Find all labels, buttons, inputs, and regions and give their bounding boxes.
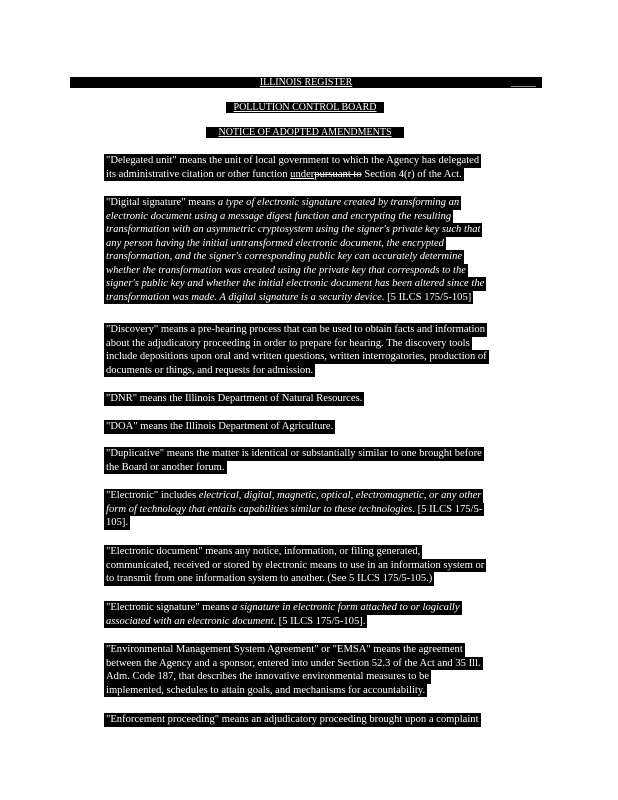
text-line: [104, 264, 468, 278]
text-segment: "Electronic signature" means: [106, 602, 233, 613]
text-line: [104, 223, 482, 237]
text-line: [104, 643, 465, 657]
text-segment: transformation, and the signer's corresponding public key can accurately determine: [106, 251, 463, 262]
text-segment: its administrative citation or other function: [106, 168, 291, 180]
text-line: [104, 559, 486, 573]
text-segment: between the Agency and a sponsor, entered into under Section 52.3 of the Act and 35 Ill.: [106, 657, 481, 669]
text-line: [104, 196, 461, 210]
text-line: [104, 713, 481, 727]
text-line: [104, 323, 487, 337]
text-line: [104, 350, 489, 364]
text-segment: . [5 ILCS 175/5-: [412, 503, 483, 515]
definition-delegated-unit: [104, 154, 481, 181]
text-line: [104, 237, 446, 251]
text-segment: communicated, received or stored by electronic means to use in an information system or: [106, 559, 485, 571]
text-segment: "Electronic" includes: [106, 490, 199, 501]
text-line: [104, 670, 431, 684]
text-segment: transformation was made. A digital signature is a security device.: [106, 291, 385, 303]
text-segment: transformation with an asymmetric cryptosystem using the signer's private key such that: [106, 224, 481, 235]
text-line: [104, 503, 484, 517]
text-line: [104, 250, 464, 264]
text-segment: documents or things, and requests for admission.: [106, 364, 314, 376]
text-line: [104, 420, 335, 434]
text-line: [104, 684, 427, 698]
text-segment: 105].: [106, 517, 129, 528]
text-line: [104, 364, 315, 378]
text-segment: "DNR" means the Illinois Department of Natural Resources.: [106, 393, 363, 404]
definition-emsa: [104, 643, 483, 697]
text-segment: "DOA" means the Illinois Department of Agriculture.: [106, 421, 334, 432]
text-line: [104, 210, 453, 224]
definition-digital-signature: [104, 196, 486, 304]
text-segment: associated with an electronic document: [106, 615, 274, 627]
text-segment: whether the transformation was created using the private key that corresponds to the: [106, 264, 466, 276]
text-segment: include depositions upon oral and written questions, written interrogatories, production of: [106, 351, 487, 362]
text-line: [104, 516, 130, 530]
text-segment: "Duplicative" means the matter is identical or substantially similar to one brought before: [106, 448, 482, 459]
text-segment: pursuant to: [314, 168, 362, 180]
definition-electronic: [104, 489, 484, 530]
text-segment: Adm. Code 187, that describes the innovative environmental measures to be: [106, 671, 430, 682]
text-line: [104, 337, 472, 351]
text-line: [104, 168, 464, 182]
text-segment: "Digital signature" means: [106, 197, 218, 208]
board-title: [226, 102, 384, 113]
text-segment: "Delegated unit" means the unit of local government to which the Agency has delegated: [106, 155, 480, 166]
board-title-text: POLLUTION CONTROL BOARD: [233, 102, 377, 113]
text-segment: under: [290, 168, 315, 180]
text-segment: any person having the initial untransformed electronic document, the encrypted: [106, 237, 444, 249]
text-segment: Section 4(r) of the Act.: [361, 168, 462, 180]
notice-title-text: NOTICE OF ADOPTED AMENDMENTS: [218, 127, 392, 138]
definition-discovery: [104, 323, 489, 377]
text-line: [104, 277, 486, 291]
text-line: [104, 572, 434, 586]
text-segment: [5 ILCS 175/5-105]: [384, 291, 472, 303]
definition-enforcement-proceeding: [104, 713, 481, 727]
text-segment: "Environmental Management System Agreement" or "EMSA" means the agreement: [106, 644, 463, 655]
text-segment: form of technology that entails capabilities similar to these technologies: [106, 503, 413, 515]
text-line: [104, 657, 483, 671]
text-line: [104, 392, 364, 406]
definition-electronic-signature: [104, 601, 462, 628]
text-line: [104, 461, 227, 475]
text-line: [104, 447, 484, 461]
definition-duplicative: [104, 447, 484, 474]
definition-dnr: [104, 392, 364, 406]
text-segment: a type of electronic signature created by transforming an: [217, 197, 460, 208]
notice-title: [206, 127, 404, 138]
text-segment: . [5 ILCS 175/5-105].: [273, 615, 366, 627]
text-line: [104, 489, 483, 503]
text-segment: "Electronic document" means any notice, information, or filing generated,: [106, 546, 421, 557]
text-segment: signer's public key and whether the initial electronic document has been altered since the: [106, 278, 485, 289]
text-segment: "Enforcement proceeding" means an adjudicatory proceeding brought upon a complaint: [106, 714, 479, 725]
text-segment: to transmit from one information system to another. (See 5 ILCS 175/5-105.): [106, 573, 433, 584]
text-segment: "Discovery" means a pre-hearing process that can be used to obtain facts and information: [106, 324, 486, 335]
text-segment: the Board or another forum.: [106, 461, 225, 473]
definition-electronic-document: [104, 545, 486, 586]
text-segment: electronic document using a message digest function and encrypting the resulting: [106, 210, 452, 222]
register-header-bar: [70, 77, 542, 88]
text-segment: implemented, schedules to attain goals, and mechanisms for accountability.: [106, 684, 426, 696]
text-line: [104, 154, 481, 168]
text-line: [104, 601, 462, 615]
definition-doa: [104, 420, 335, 434]
text-segment: a signature in electronic form attached to or logically: [232, 602, 460, 613]
text-segment: about the adjudicatory proceeding in order to prepare for hearing. The discovery tools: [106, 337, 470, 349]
text-line: [104, 545, 422, 559]
page-number-blank: _____: [511, 77, 536, 88]
text-segment: electrical, digital, magnetic, optical, electromagnetic, or any other: [198, 490, 482, 501]
text-line: [104, 615, 367, 629]
text-line: [104, 291, 473, 305]
register-title: ILLINOIS REGISTER: [259, 77, 353, 88]
